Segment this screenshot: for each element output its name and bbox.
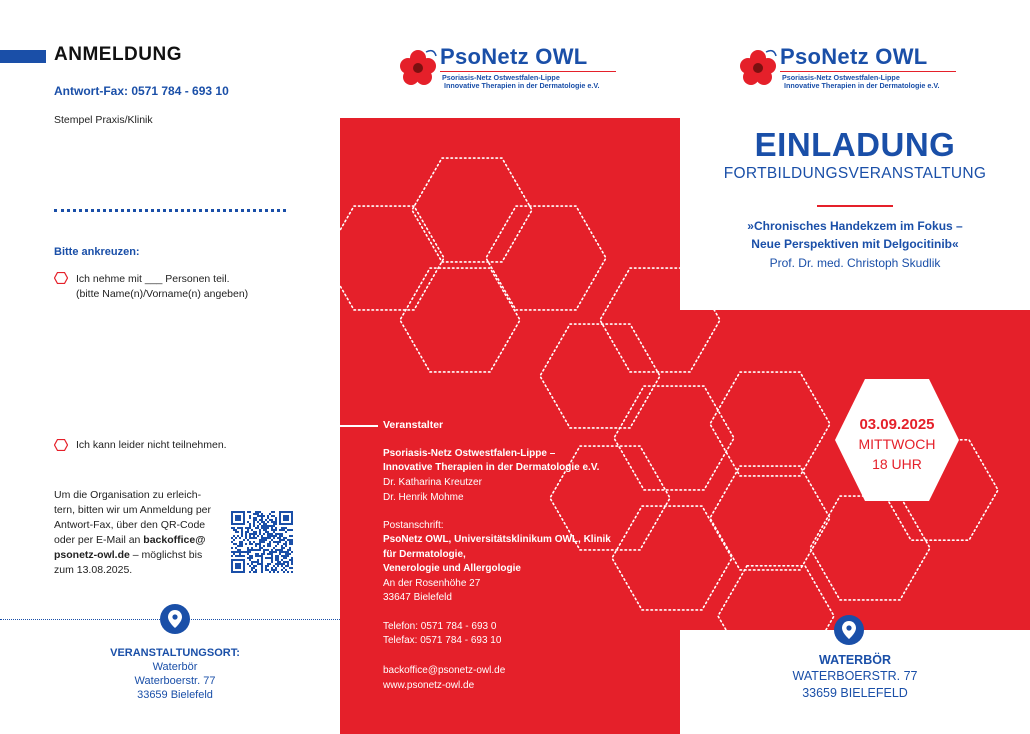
logo-name: PsoNetz OWL — [440, 44, 588, 69]
registration-info — [54, 488, 224, 578]
registration-heading: ANMELDUNG — [54, 44, 182, 65]
website-link[interactable]: www.psonetz-owl.de — [383, 680, 475, 691]
topic-line-1: »Chronisches Handekzem im Fokus – — [747, 219, 963, 233]
organizer-person: Dr. Katharina Kreutzer — [383, 477, 482, 488]
postal-line: PsoNetz OWL, Universitätsklinikum OWL, Klinik — [383, 534, 611, 545]
info-line: Antwort-Fax, über den QR-Code — [54, 519, 206, 531]
venue-street: Waterboerstr. 77 — [134, 675, 216, 687]
event-time: 18 UHR — [872, 456, 922, 472]
check-instruction: Bitte ankreuzen: — [54, 246, 140, 258]
option-decline: Ich kann leider nicht teilnehmen. — [76, 439, 227, 451]
option-attend-line2: (bitte Name(n)/Vorname(n) angeben) — [76, 288, 249, 300]
venue-name: Waterbör — [152, 661, 198, 673]
venue-heading: VERANSTALTUNGSORT: — [110, 647, 240, 659]
option-attend-line1: Ich nehme mit ___ Personen teil. — [76, 273, 230, 285]
flower-logo-icon — [738, 48, 778, 86]
logo-subtitle-1: Psoriasis-Netz Ostwestfalen-Lippe — [442, 73, 560, 82]
postal-label: Postanschrift: — [383, 520, 444, 531]
right-venue-heading: WATERBÖR — [819, 653, 891, 667]
option-attend — [76, 272, 248, 302]
organizer-line: Innovative Therapien in der Dermatologie e.V. — [383, 462, 600, 473]
organizer-label: Veranstalter — [383, 419, 444, 431]
hexagon-checkbox-icon[interactable] — [54, 439, 68, 451]
phone-number: Telefon: 0571 784 - 693 0 — [383, 621, 497, 632]
info-line: oder per E-Mail an — [54, 534, 144, 546]
event-weekday: MITTWOCH — [858, 436, 936, 452]
info-line: tern, bitten wir um Anmeldung per — [54, 504, 211, 516]
venue-city: 33659 Bielefeld — [137, 689, 213, 701]
logo-subtitle-2: Innovative Therapien in der Dermatologie e.V. — [784, 81, 940, 90]
organizer-accent-line — [340, 425, 378, 427]
speaker-name: Prof. Dr. med. Christoph Skudlik — [769, 256, 941, 270]
email-part-2: psonetz-owl.de — [54, 549, 130, 561]
psonetz-logo — [738, 44, 968, 96]
postal-line: für Dermatologie, — [383, 549, 466, 560]
right-venue-city: 33659 BIELEFELD — [802, 686, 908, 700]
logo-name: PsoNetz OWL — [780, 44, 928, 69]
title-divider — [817, 205, 893, 207]
email-link[interactable]: backoffice@psonetz-owl.de — [383, 665, 506, 676]
flower-logo-icon — [398, 48, 438, 86]
fax-number: Telefax: 0571 784 - 693 10 — [383, 635, 502, 646]
postal-city: 33647 Bielefeld — [383, 592, 452, 603]
dotted-divider — [54, 209, 286, 212]
stamp-label: Stempel Praxis/Klinik — [54, 114, 153, 126]
logo-underline — [780, 71, 956, 72]
info-line: Um die Organisation zu erleich- — [54, 489, 202, 501]
postal-line: Venerologie und Allergologie — [383, 563, 521, 574]
hexagon-checkbox-icon[interactable] — [54, 272, 68, 284]
location-pin-icon — [834, 615, 864, 645]
psonetz-logo — [398, 44, 628, 96]
heading-accent-bar — [0, 50, 46, 63]
right-venue-street: WATERBOERSTR. 77 — [792, 669, 918, 683]
logo-underline — [440, 71, 616, 72]
organizer-line: Psoriasis-Netz Ostwestfalen-Lippe – — [383, 448, 556, 459]
postal-street: An der Rosenhöhe 27 — [383, 578, 481, 589]
email-part-1: backoffice@ — [143, 534, 206, 546]
organizer-person: Dr. Henrik Mohme — [383, 492, 464, 503]
info-line: – möglichst bis — [129, 549, 203, 561]
topic-line-2: Neue Perspektiven mit Delgocitinib« — [751, 237, 959, 251]
logo-subtitle-1: Psoriasis-Netz Ostwestfalen-Lippe — [782, 73, 900, 82]
event-date: 03.09.2025 — [859, 416, 935, 433]
reply-fax: Antwort-Fax: 0571 784 - 693 10 — [54, 84, 229, 98]
logo-subtitle-2: Innovative Therapien in der Dermatologie e.V. — [444, 81, 600, 90]
page-title: EINLADUNG — [754, 126, 956, 163]
info-line: zum 13.08.2025. — [54, 564, 133, 576]
page-subtitle: FORTBILDUNGSVERANSTALTUNG — [723, 165, 987, 182]
location-pin-icon — [160, 604, 190, 634]
qr-code-icon[interactable] — [231, 511, 293, 573]
